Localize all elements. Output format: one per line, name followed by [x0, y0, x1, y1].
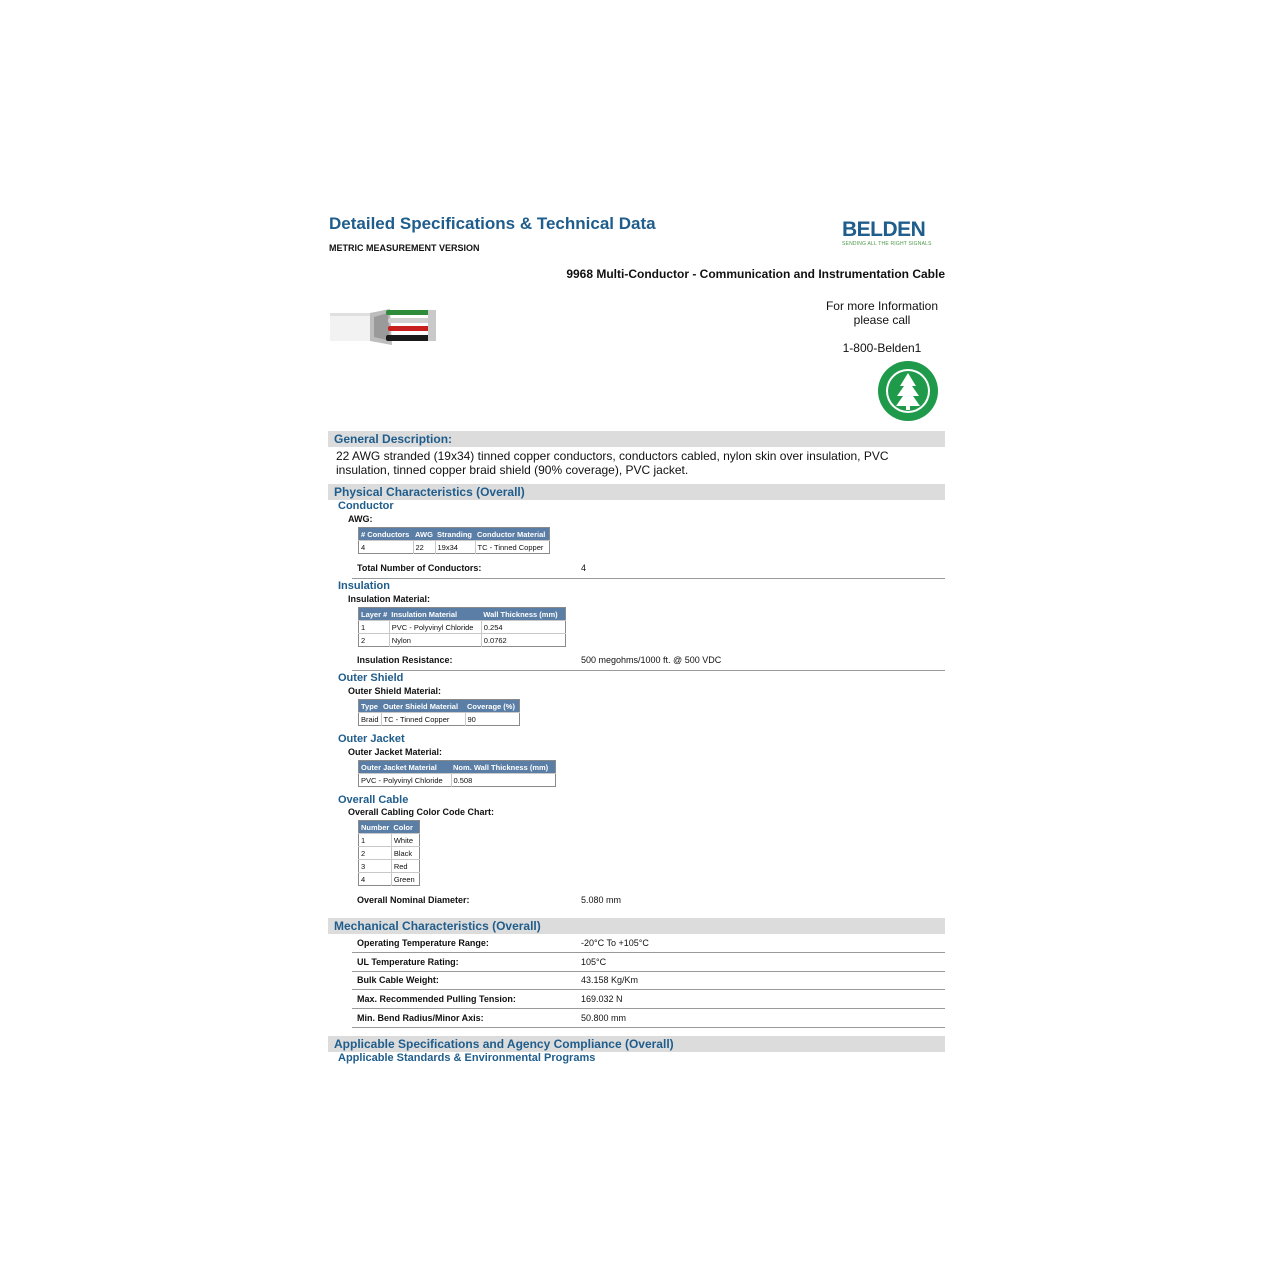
table-header-cell: Number [359, 821, 392, 834]
table-cell: PVC - Polyvinyl Chloride [389, 621, 481, 634]
mechanical-heading: Mechanical Characteristics (Overall) [334, 919, 541, 933]
table-cell: 1 [359, 621, 390, 634]
table-cell: PVC - Polyvinyl Chloride [359, 774, 452, 787]
table-row [359, 873, 420, 886]
table-cell: 0.508 [451, 774, 556, 787]
table-cell: Green [391, 873, 420, 886]
table-cell: 0.254 [481, 621, 566, 634]
outer-jacket-table [358, 760, 556, 787]
table-row [359, 774, 556, 787]
page-title: Detailed Specifications & Technical Data [329, 214, 656, 233]
table-cell: White [391, 834, 420, 847]
divider [352, 1008, 945, 1009]
outer-jacket-title: Outer Jacket [338, 733, 405, 745]
table-header-cell: Insulation Material [389, 608, 481, 621]
table-cell: 4 [359, 541, 414, 554]
table-row [359, 847, 420, 860]
table-row [359, 634, 566, 647]
mechanical-value: 169.032 N [581, 994, 623, 1004]
mechanical-label: UL Temperature Rating: [357, 957, 459, 967]
mechanical-label: Bulk Cable Weight: [357, 975, 439, 985]
physical-heading: Physical Characteristics (Overall) [334, 485, 525, 499]
outer-shield-title: Outer Shield [338, 672, 404, 684]
color-code-table [358, 820, 420, 886]
table-header-cell: Conductor Material [475, 528, 550, 541]
table-header-cell: Layer # [359, 608, 390, 621]
table-cell: 19x34 [435, 541, 475, 554]
table-cell: 2 [359, 634, 390, 647]
table-header-cell: AWG [413, 528, 435, 541]
table-header-cell: Stranding [435, 528, 475, 541]
divider [352, 670, 945, 671]
table-row [359, 834, 420, 847]
mechanical-value: 50.800 mm [581, 1013, 627, 1023]
divider [352, 952, 945, 953]
info-line-1: For more Information [825, 299, 939, 313]
logo-tagline: SENDING ALL THE RIGHT SIGNALS [842, 241, 932, 247]
mechanical-value: 105°C [581, 957, 607, 967]
conductor-table [358, 527, 550, 554]
table-cell: TC - Tinned Copper [475, 541, 550, 554]
conductor-title: Conductor [338, 500, 394, 512]
insulation-table [358, 607, 566, 647]
table-cell: 22 [413, 541, 435, 554]
table-header-cell: Color [391, 821, 420, 834]
info-line-2: please call [853, 313, 911, 327]
table-header-cell: Outer Jacket Material [359, 761, 452, 774]
mechanical-value: 43.158 Kg/Km [581, 975, 639, 985]
table-cell: Black [391, 847, 420, 860]
table-cell: 3 [359, 860, 392, 873]
insulation-resistance-value: 500 megohms/1000 ft. @ 500 VDC [581, 655, 722, 665]
rohs-compliant-badge [877, 360, 939, 427]
table-header-cell: Nom. Wall Thickness (mm) [451, 761, 556, 774]
total-conductors-label: Total Number of Conductors: [357, 563, 482, 573]
compliance-band [328, 1036, 945, 1052]
table-row [359, 713, 520, 726]
table-header-cell: Coverage (%) [465, 700, 520, 713]
table-cell: 4 [359, 873, 392, 886]
overall-diameter-label: Overall Nominal Diameter: [357, 895, 470, 905]
general-description-text: 22 AWG stranded (19x34) tinned copper conductors, conductors cabled, nylon skin over insulation, PVC insulation, tinned copper braid shield (90% coverage), PVC jacket. [336, 449, 889, 477]
insulation-title: Insulation [338, 580, 390, 592]
insulation-resistance-label: Insulation Resistance: [357, 655, 453, 665]
standards-subheading: Applicable Standards & Environmental Programs [338, 1052, 596, 1064]
table-cell: Red [391, 860, 420, 873]
table-cell: 2 [359, 847, 392, 860]
outer-jacket-subheading: Outer Jacket Material: [348, 747, 443, 757]
physical-band [328, 484, 945, 500]
color-code-subheading: Overall Cabling Color Code Chart: [348, 807, 495, 817]
general-description-heading: General Description: [334, 432, 453, 446]
table-cell: 90 [465, 713, 520, 726]
divider [352, 578, 945, 579]
table-header-cell: # Conductors [359, 528, 414, 541]
cable-image [330, 305, 440, 354]
phone-number: 1-800-Belden1 [842, 341, 922, 355]
table-row [359, 621, 566, 634]
table-header-cell: Outer Shield Material [381, 700, 465, 713]
overall-diameter-value: 5.080 mm [581, 895, 622, 905]
page-subtitle: METRIC MEASUREMENT VERSION [329, 243, 480, 253]
general-description-band [328, 431, 945, 447]
table-header-cell: Type [359, 700, 382, 713]
table-row [359, 541, 550, 554]
table-cell: 1 [359, 834, 392, 847]
divider [352, 971, 945, 972]
divider [352, 989, 945, 990]
divider [352, 1027, 945, 1028]
mechanical-label: Max. Recommended Pulling Tension: [357, 994, 516, 1004]
mechanical-value: -20°C To +105°C [581, 938, 649, 948]
outer-shield-table [358, 699, 520, 726]
belden-logo [842, 219, 932, 247]
outer-shield-subheading: Outer Shield Material: [348, 686, 442, 696]
table-cell: 0.0762 [481, 634, 566, 647]
table-cell: TC - Tinned Copper [381, 713, 465, 726]
info-block [812, 299, 952, 327]
table-cell: Nylon [389, 634, 481, 647]
product-line: 9968 Multi-Conductor - Communication and Instrumentation Cable [566, 267, 945, 281]
total-conductors-value: 4 [581, 563, 587, 573]
table-cell: Braid [359, 713, 382, 726]
logo-word: BELDEN [842, 218, 926, 241]
insulation-material-subheading: Insulation Material: [348, 594, 431, 604]
table-header-cell: Wall Thickness (mm) [481, 608, 566, 621]
table-row [359, 860, 420, 873]
mechanical-label: Operating Temperature Range: [357, 938, 489, 948]
compliance-heading: Applicable Specifications and Agency Compliance (Overall) [334, 1037, 674, 1051]
overall-cable-title: Overall Cable [338, 794, 409, 806]
mechanical-band [328, 918, 945, 934]
mechanical-label: Min. Bend Radius/Minor Axis: [357, 1013, 484, 1023]
awg-subheading: AWG: [348, 514, 373, 524]
